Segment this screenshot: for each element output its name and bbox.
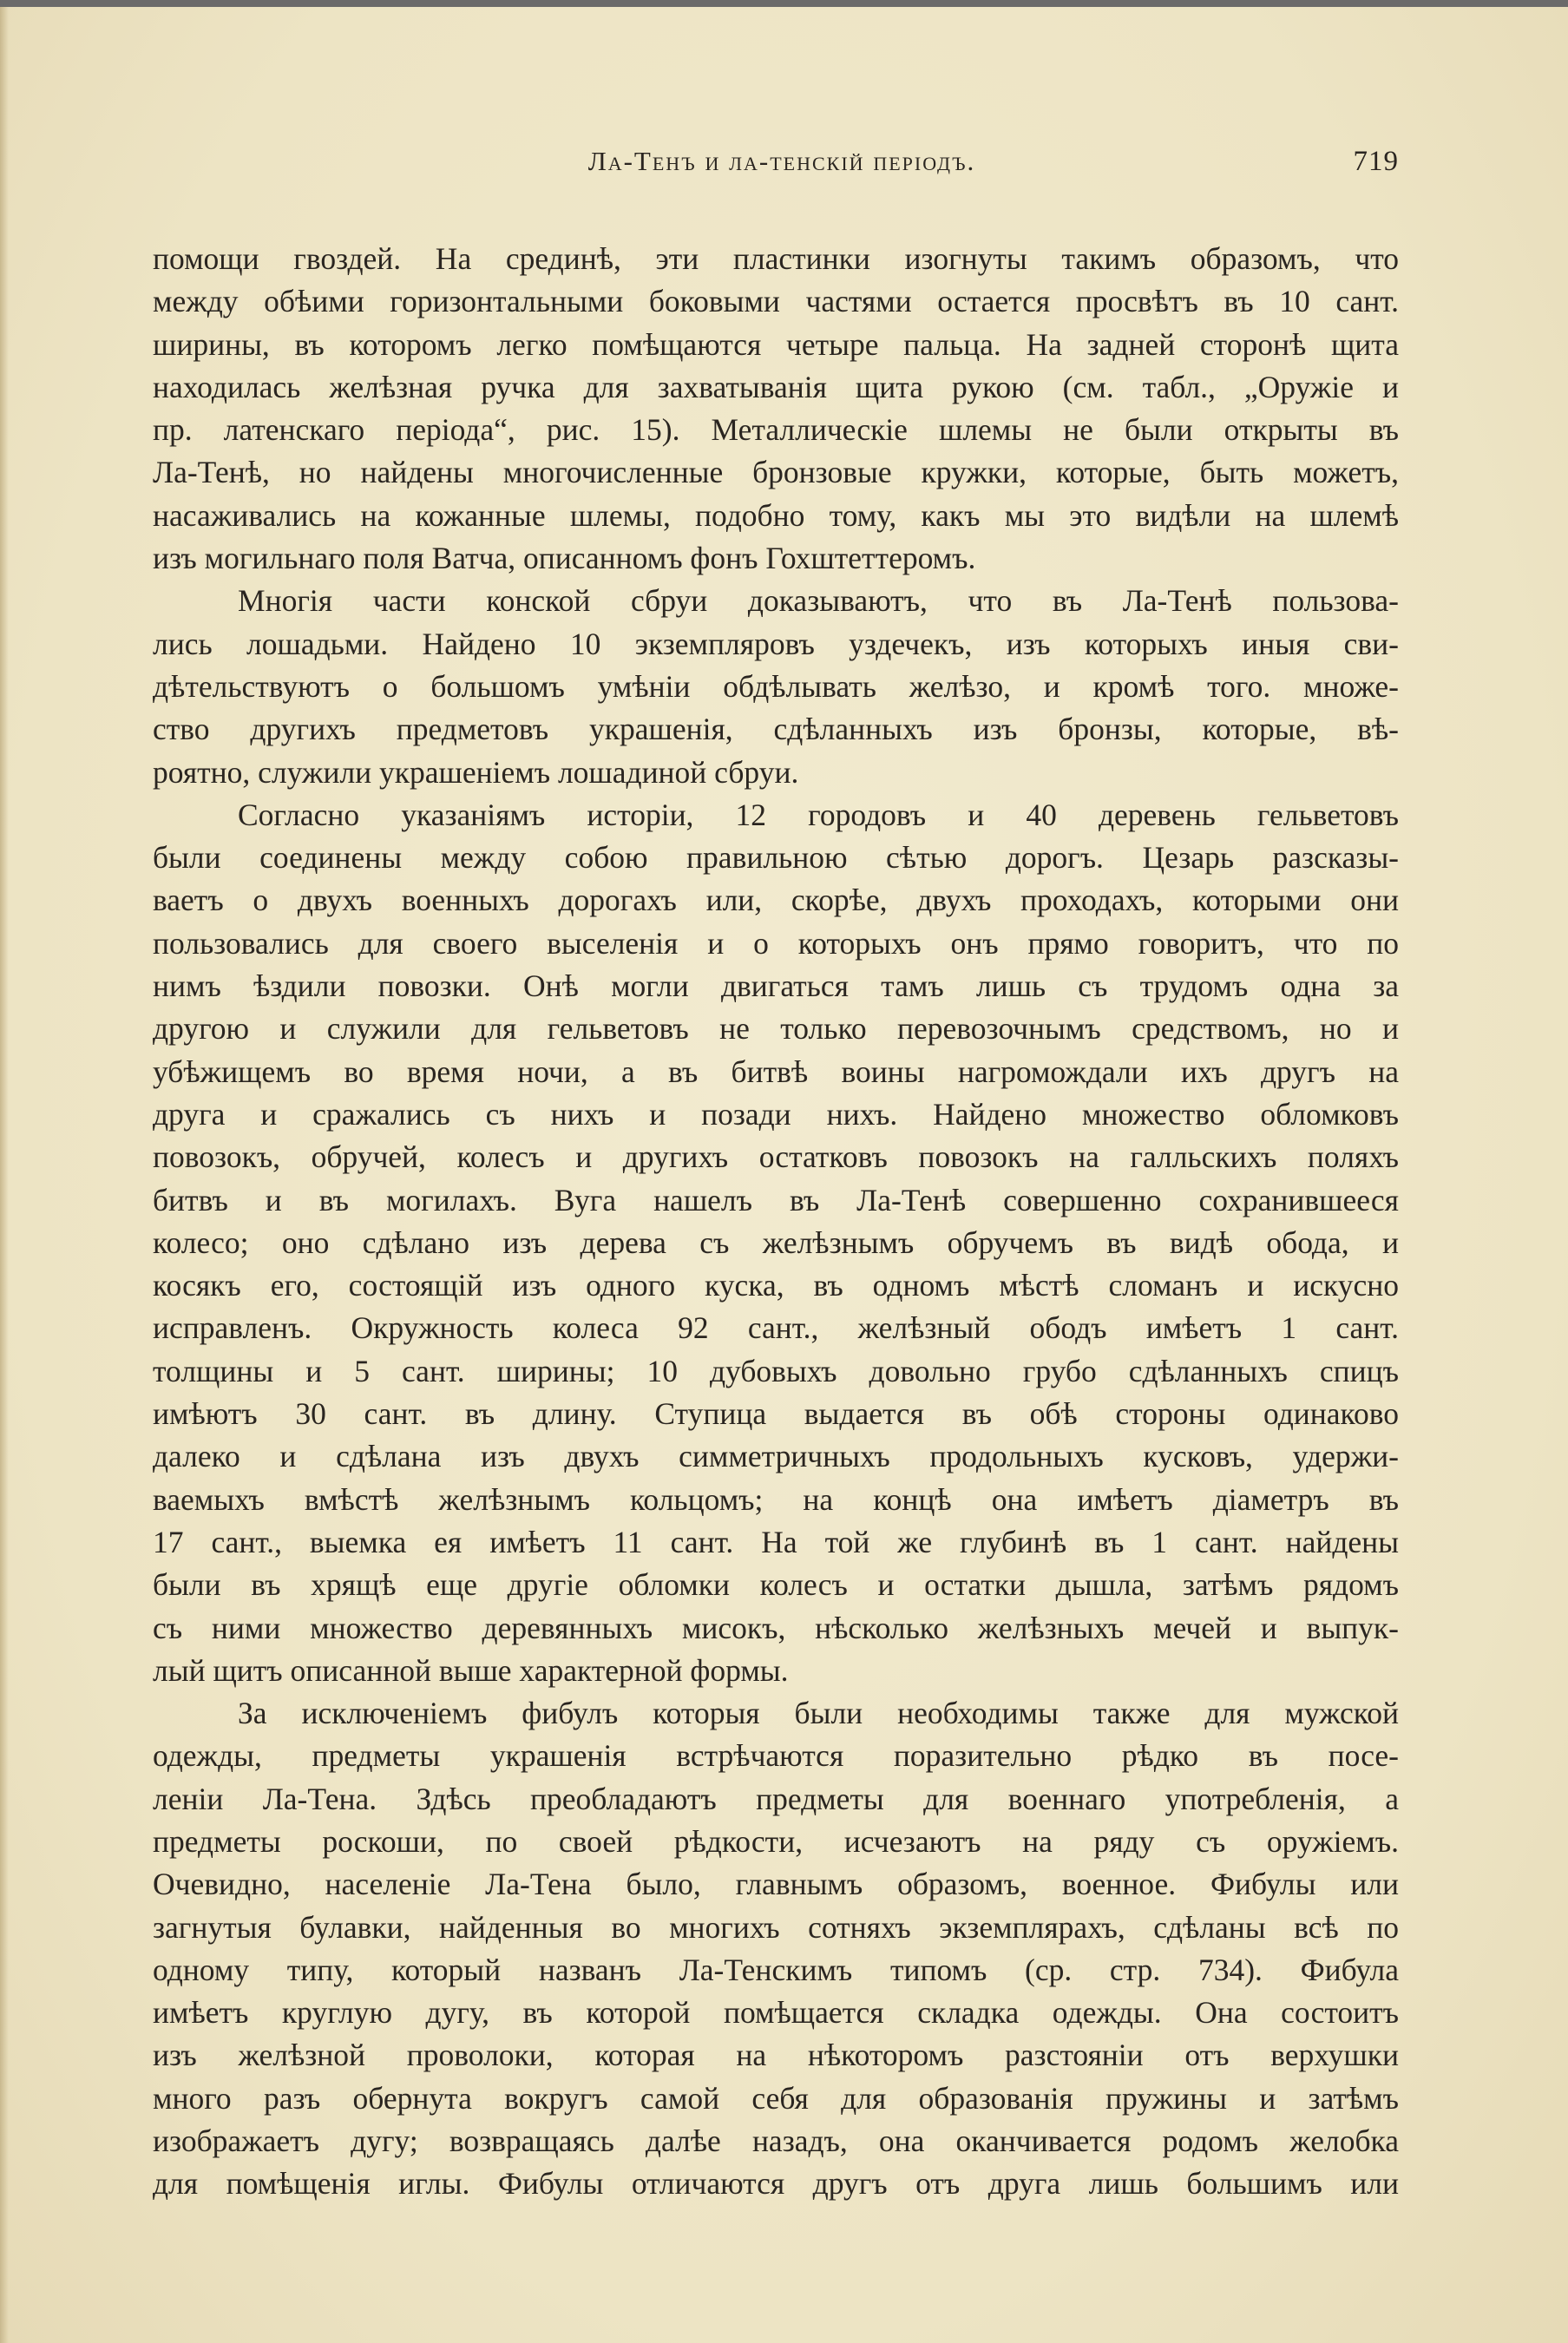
text-line: Согласно указаніямъ исторіи, 12 городовъ и 40 деревень гельветовъ [238,797,1399,832]
text-line: помощи гвоздей. На срединѣ, эти пластинки изогнуты такимъ образомъ, что [153,241,1399,276]
scan-top-border [0,0,1568,7]
running-title: Ла-Тенъ и ла-тенскій періодъ. [587,146,976,176]
text-line: имѣютъ 30 сант. въ длину. Ступица выдается въ обѣ стороны одинаково [153,1396,1399,1432]
text-line: лись лошадьми. Найдено 10 экземпляровъ уздечекъ, изъ которыхъ иныя сви- [153,626,1399,661]
text-line: колесо; оно сдѣлано изъ дерева съ желѣзнымъ обручемъ въ видѣ обода, и [153,1224,1399,1260]
text-line: Многія части конской сбруи доказываютъ, что въ Ла-Тенѣ пользова- [238,583,1399,619]
text-line: дѣтельствуютъ о большомъ умѣніи обдѣлывать желѣзо, и кромѣ того. множе- [153,668,1399,704]
text-line: изображаетъ дугу; возвращаясь далѣе назадъ, она оканчивается родомъ желобка [153,2123,1399,2159]
text-line: нимъ ѣздили повозки. Онѣ могли двигаться тамъ лишь съ трудомъ одна за [153,968,1399,1004]
text-line: пр. латенскаго періода“, рис. 15). Металлическіе шлемы не были открыты въ [153,412,1399,448]
text-line: лый щитъ описанной выше характерной формы. [153,1652,789,1688]
text-line: ваетъ о двухъ военныхъ дорогахъ или, скорѣе, двухъ проходахъ, которыми они [153,883,1399,918]
text-line: Ла-Тенѣ, но найдены многочисленные бронзовые кружки, которые, быть можетъ, [153,455,1399,490]
text-line: косякъ его, состоящій изъ одного куска, въ одномъ мѣстѣ сломанъ и искусно [153,1268,1399,1303]
text-line: для помѣщенія иглы. Фибулы отличаются другъ отъ друга лишь большимъ или [153,2166,1399,2202]
text-line: 17 сант., выемка ея имѣетъ 11 сант. На той же глубинѣ въ 1 сант. найдены [153,1524,1399,1559]
text-line: леніи Ла-Тена. Здѣсь преобладаютъ предметы для военнаго употребленія, а [153,1781,1399,1816]
text-line: повозокъ, обручей, колесъ и другихъ остатковъ повозокъ на галльскихъ поляхъ [153,1139,1399,1175]
body-text [153,238,1399,2206]
text-line: убѣжищемъ во время ночи, а въ битвѣ воины нагромождали ихъ другъ на [153,1053,1399,1089]
text-line: много разъ обернута вокругъ самой себя для образованія пружины и затѣмъ [153,2080,1399,2116]
page-number: 719 [1353,146,1399,177]
text-line: изъ могильнаго поля Ватча, описанномъ фонъ Гохштеттеромъ. [153,541,976,576]
text-line: другою и служили для гельветовъ не только перевозочнымъ средствомъ, но и [153,1011,1399,1047]
scan-left-shadow [0,7,9,2343]
text-line: битвъ и въ могилахъ. Вуга нашелъ въ Ла-Тенѣ совершенно сохранившееся [153,1182,1399,1217]
text-line: далеко и сдѣлана изъ двухъ симметричныхъ продольныхъ кусковъ, удержи- [153,1439,1399,1474]
text-line: толщины и 5 сант. ширины; 10 дубовыхъ довольно грубо сдѣланныхъ спицъ [153,1353,1399,1388]
text-line: имѣетъ круглую дугу, въ которой помѣщается складка одежды. Она состоитъ [153,1995,1399,2031]
text-line: были соединены между собою правильною сѣтью дорогъ. Цезарь разсказы- [153,840,1399,876]
text-line: съ ними множество деревянныхъ мисокъ, нѣсколько желѣзныхъ мечей и выпук- [153,1610,1399,1645]
text-line: За исключеніемъ фибулъ которыя были необходимы также для мужской [238,1696,1399,1731]
text-line: друга и сражались съ нихъ и позади нихъ. Найдено множество обломковъ [153,1096,1399,1132]
text-line: ство другихъ предметовъ украшенія, сдѣланныхъ изъ бронзы, которые, вѣ- [153,712,1399,747]
text-line: были въ хрящѣ еще другіе обломки колесъ и остатки дышла, затѣмъ рядомъ [153,1567,1399,1603]
text-line: ваемыхъ вмѣстѣ желѣзнымъ кольцомъ; на концѣ она имѣетъ діаметръ въ [153,1481,1399,1517]
page-header [153,146,1411,198]
text-line: исправленъ. Окружность колеса 92 сант., желѣзный ободъ имѣетъ 1 сант. [153,1310,1399,1346]
text-line: предметы роскоши, по своей рѣдкости, исчезаютъ на ряду съ оружіемъ. [153,1823,1399,1859]
text-line: между обѣими горизонтальными боковыми частями остается просвѣтъ въ 10 сант. [153,284,1399,319]
text-line: ширины, въ которомъ легко помѣщаются четыре пальца. На задней сторонѣ щита [153,326,1399,362]
text-line: пользовались для своего выселенія и о которыхъ онъ прямо говоритъ, что по [153,925,1399,961]
text-line: одному типу, который названъ Ла-Тенскимъ типомъ (ср. стр. 734). Фибула [153,1952,1399,1987]
text-line: изъ желѣзной проволоки, которая на нѣкоторомъ разстояніи отъ верхушки [153,2038,1399,2073]
text-line: Очевидно, населеніе Ла-Тена было, главнымъ образомъ, военное. Фибулы или [153,1867,1399,1902]
text-line: находилась желѣзная ручка для захватыванія щита рукою (см. табл., „Оружіе и [153,369,1399,404]
text-line: загнутыя булавки, найденныя во многихъ сотняхъ экземплярахъ, сдѣланы всѣ по [153,1909,1399,1945]
text-line: одежды, предметы украшенія встрѣчаются поразительно рѣдко въ посе- [153,1738,1399,1774]
text-line: роятно, служили украшеніемъ лошадиной сбруи. [153,754,799,790]
text-line: насаживались на кожанные шлемы, подобно тому, какъ мы это видѣли на шлемѣ [153,497,1399,533]
